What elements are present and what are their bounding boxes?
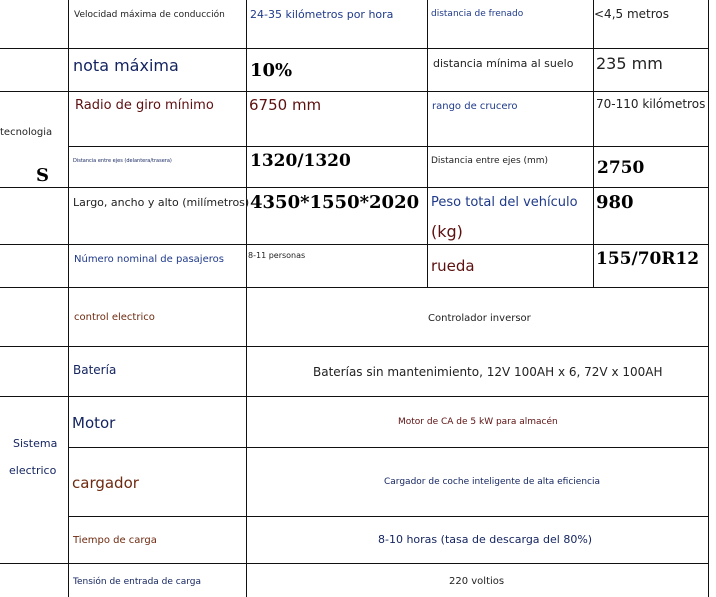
col-divider (427, 0, 428, 287)
spec-label: Peso total del vehículo (431, 195, 578, 210)
spec-value: 8-10 horas (tasa de descarga del 80%) (378, 533, 593, 546)
group-label-s: S (36, 165, 49, 186)
spec-value: 220 voltios (449, 576, 505, 587)
row-divider (0, 91, 708, 92)
spec-value: 4350*1550*2020 (250, 192, 420, 213)
row-divider (0, 48, 708, 49)
spec-label: cargador (72, 474, 139, 492)
spec-value: 235 mm (596, 54, 663, 73)
row-divider (0, 346, 708, 347)
col-divider (708, 0, 709, 597)
row-divider (0, 287, 708, 288)
spec-value: <4,5 metros (594, 7, 669, 21)
spec-label: Radio de giro mínimo (75, 98, 214, 113)
spec-label: rueda (431, 257, 475, 275)
spec-value: 6750 mm (249, 96, 322, 114)
row-divider (0, 563, 708, 564)
spec-label: Velocidad máxima de conducción (74, 10, 225, 20)
row-divider (68, 516, 708, 517)
spec-value: 70-110 kilómetros (596, 97, 706, 111)
spec-label: control electrico (74, 312, 155, 323)
group-label-sistema: Sistema (13, 437, 58, 450)
spec-label: Tensión de entrada de carga (73, 577, 201, 587)
row-divider (68, 447, 708, 448)
spec-label: Largo, ancho y alto (milímetros) (73, 196, 250, 209)
spec-label: distancia de frenado (431, 9, 524, 19)
col-divider (593, 0, 594, 287)
group-label-electrico: electrico (9, 464, 57, 477)
row-divider (0, 187, 708, 188)
row-divider (0, 244, 708, 245)
spec-value: 8-11 personas (248, 251, 306, 260)
spec-label: Tiempo de carga (73, 535, 157, 546)
spec-value: Motor de CA de 5 kW para almacén (398, 417, 558, 427)
row-divider (0, 396, 708, 397)
spec-value: Controlador inversor (428, 313, 531, 324)
spec-label: Distancia entre ejes (mm) (431, 156, 549, 166)
spec-label: Número nominal de pasajeros (74, 254, 224, 265)
spec-label: (kg) (431, 222, 463, 241)
spec-value: 1320/1320 (250, 151, 351, 171)
spec-value: 24-35 kilómetros por hora (250, 8, 394, 21)
spec-label: nota máxima (73, 56, 179, 75)
col-divider (246, 0, 247, 597)
spec-value: Baterías sin mantenimiento, 12V 100AH x 6, 72V x 100AH (313, 365, 663, 379)
spec-value: 155/70R12 (596, 249, 700, 269)
spec-label: distancia mínima al suelo (433, 57, 574, 70)
spec-value: 980 (596, 192, 634, 213)
group-label-tecnologia: tecnologia (0, 127, 53, 138)
spec-value: Cargador de coche inteligente de alta eficiencia (384, 477, 601, 487)
spec-value: 10% (250, 60, 293, 81)
spec-label: Motor (72, 414, 116, 432)
spec-label: Distancia entre ejes (delantera/trasera) (73, 158, 172, 164)
spec-label: Batería (73, 363, 117, 377)
spec-label: rango de crucero (432, 101, 518, 112)
row-divider (68, 146, 708, 147)
col-divider (68, 0, 69, 597)
spec-value: 2750 (597, 158, 645, 178)
